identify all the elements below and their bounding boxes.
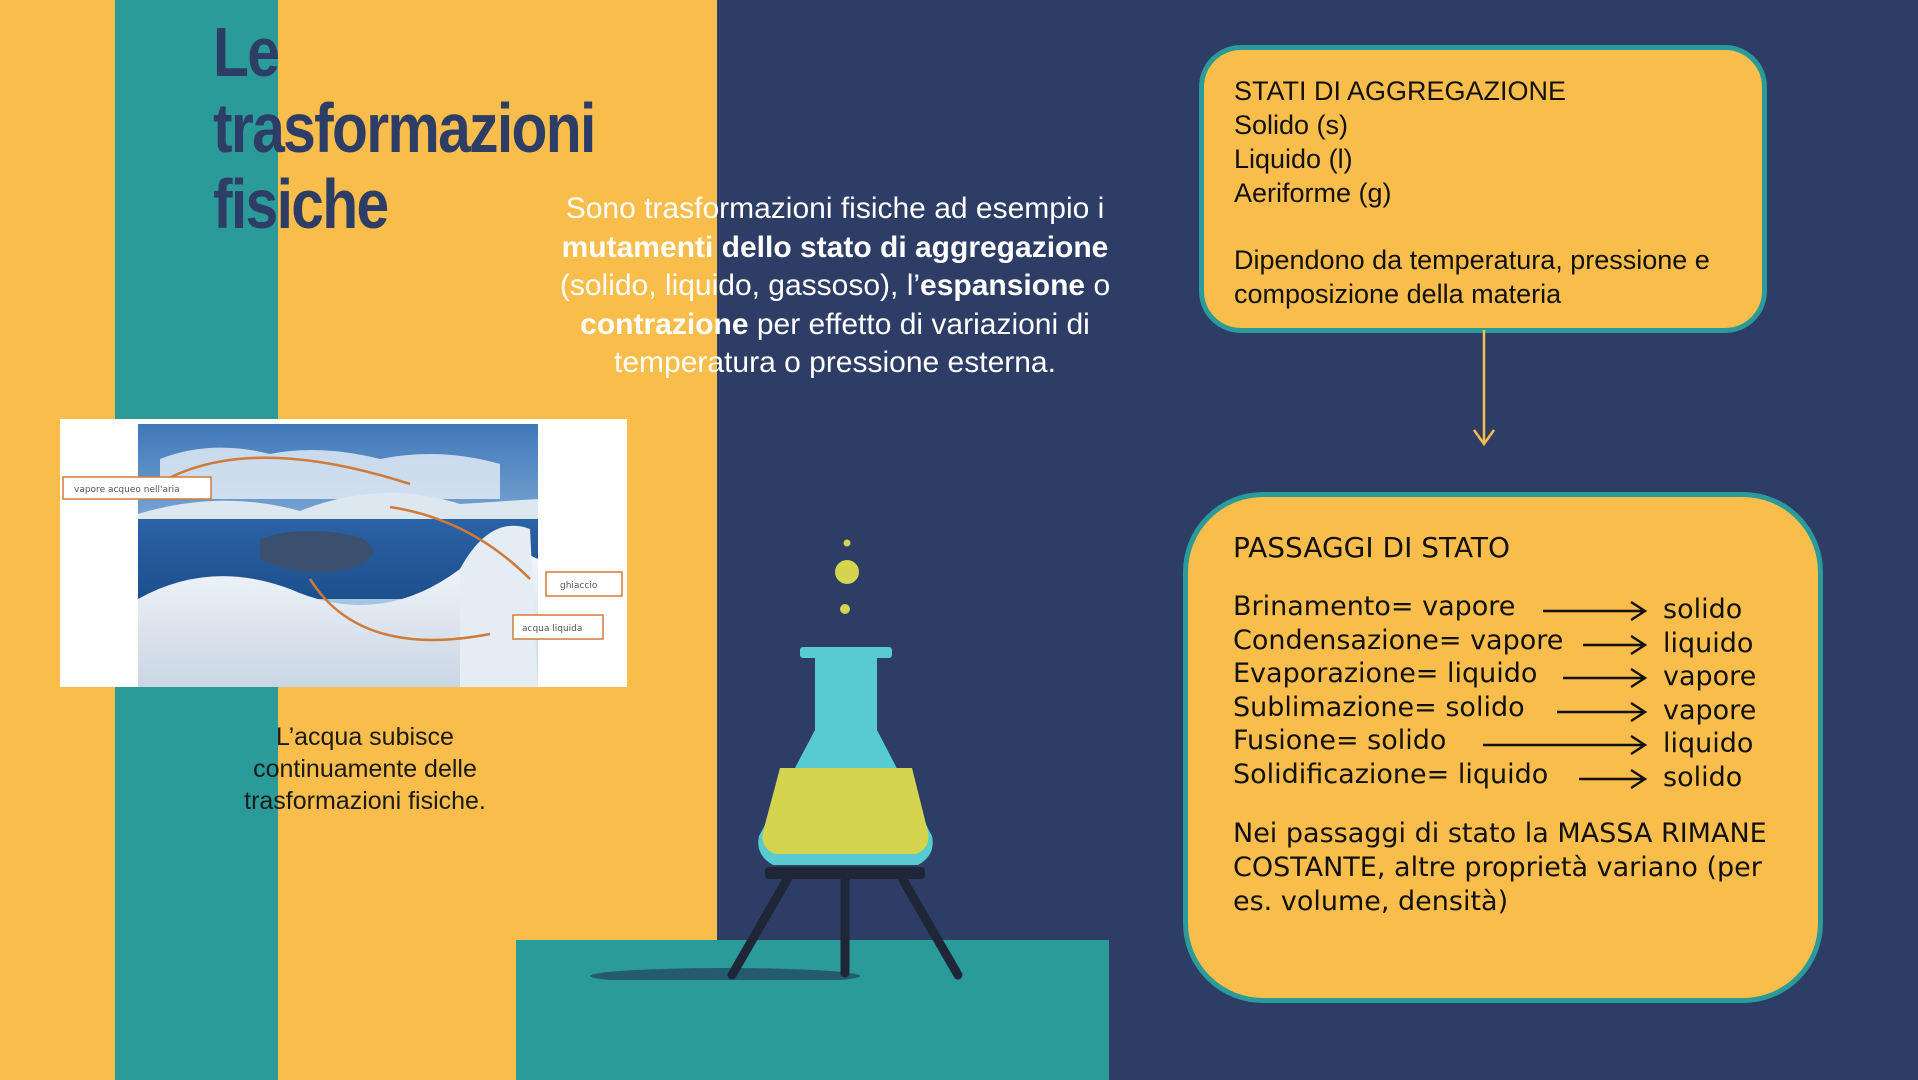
arrow-right-icon: [1561, 666, 1649, 690]
state-change-row: [1233, 660, 1773, 694]
intro-bold-term: espansione: [920, 269, 1086, 302]
state-change-result: solido: [1663, 594, 1743, 625]
state-change-row: [1233, 593, 1773, 627]
photo-label: vapore acqueo nell'aria: [74, 485, 180, 495]
state-change-label: Evaporazione= liquido: [1233, 658, 1538, 690]
intro-text: Sono trasformazioni fisiche ad esempio i: [565, 192, 1105, 225]
state-change-row: [1233, 758, 1773, 795]
intro-bold-term: contrazione: [580, 307, 749, 341]
intro-text: per effetto di variazioni di temperatura o pressione esterna.: [614, 307, 1090, 379]
state-change-label: Sublimazione= solido: [1233, 691, 1525, 723]
state-change-result: liquido: [1663, 627, 1754, 659]
arrow-right-icon: [1481, 733, 1649, 757]
state-change-row: [1233, 727, 1773, 761]
photo-label: ghiaccio: [560, 581, 598, 591]
intro-text: o: [1085, 269, 1111, 302]
flask-icon: [560, 530, 980, 980]
state-item: Liquido (l): [1234, 144, 1353, 174]
states-card-note: Dipendono da temperatura, pressione e composizione della materia: [1234, 245, 1710, 309]
arrow-right-icon: [1541, 599, 1649, 623]
intro-bold-term: mutamenti dello stato di aggregazione: [561, 230, 1109, 264]
intro-text: (solido, liquido, gassoso), l’: [559, 269, 921, 302]
intro-paragraph: [525, 190, 1145, 383]
state-change-label: Condensazione= vapore: [1233, 624, 1564, 656]
state-change-result: vapore: [1663, 661, 1757, 693]
landscape-illustration: [60, 419, 627, 687]
passages-card-note: Nei passaggi di stato la MASSA RIMANE COSTANTE, altre proprietà variano (per es. volume, densità): [1233, 817, 1767, 917]
arrow-right-icon: [1577, 767, 1649, 791]
title-line: Le: [213, 13, 279, 91]
arrow-down-icon: [1470, 330, 1498, 450]
spacer: [1234, 210, 1732, 243]
state-item: Solido (s): [1234, 110, 1349, 140]
state-change-row: [1233, 691, 1773, 728]
state-change-result: vapore: [1663, 694, 1757, 726]
arrow-right-icon: [1581, 633, 1649, 657]
title-line: trasformazioni: [213, 89, 595, 167]
state-change-row: [1233, 624, 1773, 661]
state-change-result: liquido: [1663, 728, 1754, 760]
state-item: Aeriforme (g): [1234, 178, 1392, 208]
state-change-label: Fusione= solido: [1233, 725, 1447, 757]
photo-caption: L’acqua subisce continuamente delle trasformazioni fisiche.: [244, 723, 486, 815]
state-changes-card: [1183, 492, 1823, 1003]
passages-card-title: PASSAGGI DI STATO: [1233, 531, 1511, 564]
states-of-matter-card: [1199, 45, 1767, 333]
water-cycle-photo: [60, 419, 627, 687]
state-change-label: Solidificazione= liquido: [1233, 758, 1549, 790]
states-card-title: STATI DI AGGREGAZIONE: [1234, 76, 1567, 106]
title-line: fisiche: [213, 165, 388, 243]
photo-label: acqua liquida: [522, 624, 583, 634]
state-change-result: solido: [1663, 761, 1743, 793]
state-change-label: Brinamento= vapore: [1233, 591, 1516, 622]
arrow-right-icon: [1555, 700, 1649, 724]
